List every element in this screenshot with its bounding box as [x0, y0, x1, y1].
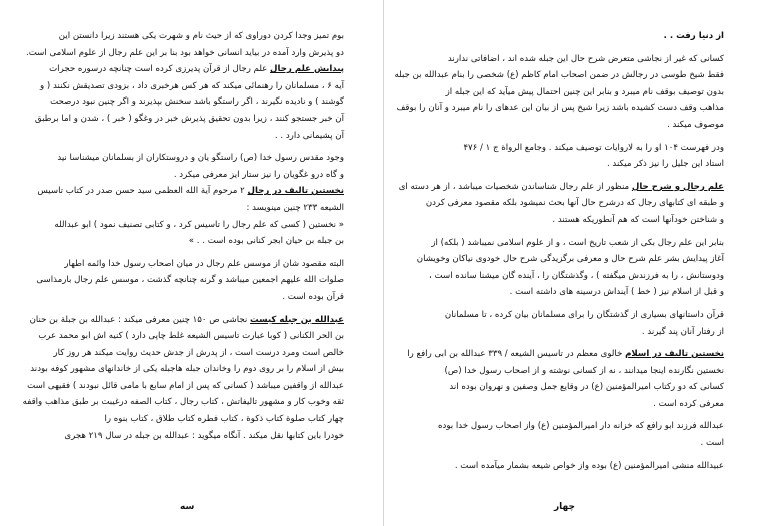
text-line [424, 195, 724, 212]
line-text: الشیعه ۲۳۳ چنین مینویسد : [246, 202, 344, 213]
line-text: عبدالله فرزند ابو رافع که خزانه دار امیرالمؤمنین (ع) واز اصحاب رسول خدا بوده [438, 421, 724, 432]
text-line [36, 183, 344, 200]
line-text: عبدالله از واقفین میباشد ( کسانی که پس از امام سابع با مامی قائل نبودند ) فقیهی است [27, 380, 344, 391]
line-text: معرفی کرده است . [653, 398, 724, 409]
line-text: مذاهب وقف دست کشیده باشد زیرا شیخ پس از بیان این عدهای را نام میبرد و آنان را بوقف [396, 103, 724, 114]
text-line [27, 378, 344, 395]
line-text: فقط شیخ طوسی در رجالش در ضمن اصحاب امام کاظم (ع) شخصی را بنام عبدالله بن جبله [394, 70, 724, 81]
line-text: استاد این جلیل را نیز ذکر میکند . [606, 159, 724, 170]
text-line [26, 45, 344, 62]
line-text: و گاه درو غگویان را نیز ستار ایز معرفی میکرد . [173, 169, 344, 180]
line-text: است . [700, 438, 724, 449]
text-line [36, 94, 344, 111]
line-text: ودر فهرست ۱۰۴ او را به لاروایات توصیف میکند . وجامع الرواة ج ۱ / ۴۷۶ [463, 142, 724, 153]
text-line [424, 28, 724, 45]
text-line [424, 418, 724, 435]
line-text: کسانی که دو رکتاب امیرالمؤمنین (ع) در وقایع جمل وصفین و نهروان بوده اند [449, 382, 724, 393]
text-line [424, 458, 724, 475]
line-text: بنابر این علم رجال بکی از شعب تاریخ است ، و از علوم اسلامی نمیباشد ( بلکه) از [431, 237, 724, 248]
line-text: آن پشیمانی دارد . . [274, 130, 344, 141]
text-line [36, 28, 344, 45]
text-line [424, 324, 724, 341]
text-line [424, 363, 724, 380]
text-line [36, 111, 344, 128]
text-line [36, 428, 344, 445]
line-text: آیه ۶ ، مسلمانان را رهنمائی میکند که هر کس هرخبری داد ، بزودی تصدیقش نکنند ( و [40, 80, 344, 91]
text-line [36, 411, 344, 428]
line-text: دو پذیرش وارد آمده در بیاید انسانی خواهد بود بنا بر این علم رجال از علوم اسلامی است. [26, 47, 344, 58]
text-line [36, 61, 344, 78]
text-line [36, 78, 344, 95]
line-text: خالص است ومرد درست است ، از پدرش از جدش حدیث روایت میکند هر روز کار [53, 347, 344, 358]
line-text: نخستین نگارنده اینجا میدانند ، نه از کسانی نوشته و از اصحاب رسول خدا (ص) [444, 365, 724, 376]
page-number-right: چهار [554, 502, 575, 512]
text-line [22, 394, 344, 411]
line-text: منظور از علم رجال شناساندن شخصیات میباشد ، از هر دسته ای [398, 181, 632, 192]
text-line [36, 217, 344, 234]
text-line [424, 379, 724, 396]
section-heading: علم رجال و شرح حال [631, 181, 724, 192]
line-text: خالوی معظم در تاسیس الشیعه / ۳۳۹ عبدالله بن ابی رافع را [407, 349, 626, 360]
text-line [424, 156, 724, 173]
page-number-left: سه [180, 502, 195, 512]
line-text: بوم تمیز وجدا کردن دوراوی که از حیث نام و شهرت یکی هستند زیرا دانستن این [58, 31, 344, 41]
text-line [36, 128, 344, 145]
line-text: نجاشی ص ۱۵۰ چنین معرفی میکند : عبدالله بن جبلة بن حنان [29, 314, 251, 325]
text-line [424, 284, 724, 301]
text-line [424, 235, 724, 252]
line-text: و قبل از اسلام نیز ( خط ) آینداش درسینه های داشته است . [509, 287, 724, 298]
line-text: خودرا باین کتابها نقل میکند . آنگاه میگوید : عبدالله بن جبله در سال ۲۱۹ هجری [64, 430, 344, 441]
line-text: ودوستانش ، را به فرزندش میگفته ) ، وگذشتگان را ، آینده گان میشنا سانده است ، [429, 270, 724, 281]
text-line [36, 256, 344, 273]
line-text: گوشند ) و نادیده نگیرند ، اگر راستگو باشد سخنش بپذیرند و اگر چنین نبود درصحت [50, 97, 344, 108]
section-heading: نخستین تالیف در اسلام [625, 349, 724, 360]
text-line [424, 435, 724, 452]
text-line [398, 179, 724, 196]
line-text: صلوات الله علیهم اجمعین میباشد و گرنه چنانچه گذشت ، موسس علم رجال بارمذاسی [36, 275, 344, 286]
text-line [407, 346, 724, 363]
line-text: علم رجال از قرآن پدیرزی کرده است چنانچه درسوره حجرات [49, 64, 271, 75]
text-line [36, 150, 344, 167]
line-text: وجود مقدس رسول خدا (ص) راستگو یان و دروستکاران از بسلمانان میشناسا نید [57, 153, 344, 164]
text-line [424, 117, 724, 134]
text-line [29, 312, 344, 329]
text-line [36, 272, 344, 289]
text-line [424, 396, 724, 413]
line-text: چهار کتاب صلوة کتاب ذکوة ، کتاب فطره کتاب طلاق ، کتاب بنوه را [104, 414, 344, 425]
right-page-text [394, 28, 724, 474]
line-text: کسانی که غیر از نجاشی متعرض شرح حال این جبله شده اند ، اضافاتی ندارند [447, 53, 724, 64]
section-heading: عبدالله بن جبله کیست [250, 314, 344, 325]
line-text: و شناختن خودآنها است که هم آنطوریکه هستند . [552, 214, 724, 225]
line-text: « نخستین ( کسی که علم رجال را تاسیس کرد ، و کتابی تصنیف نمود ) ابو عبدالله [54, 219, 344, 230]
right-page [384, 0, 768, 526]
line-text: ۲ مرحوم آیة الله العظمی سید حسن صدر در کتاب تاسیس [37, 186, 248, 197]
line-text: قرآن بوده است . [282, 291, 344, 302]
line-text: موصوف میکند . [667, 119, 724, 130]
text-line [30, 361, 344, 378]
text-line [424, 212, 724, 229]
section-heading: نخستین تالیف در رجال [247, 186, 344, 197]
text-line [416, 251, 724, 268]
line-text: بیش از اسلام را بر روی دوم را وخاندان جبله هاجبله یکی از خاندانهای مشهور کوفه بودند [30, 364, 344, 375]
text-line [396, 100, 724, 117]
left-page-text [22, 28, 344, 444]
line-text: از رفتار آنان پند گیرند . [641, 326, 724, 337]
text-line [36, 289, 344, 306]
line-text: قرآن داستانهای بسیاری از گذشتگان را برای مسلمانان بیان کرده ، تا مسلمانان [444, 309, 724, 320]
text-line [36, 328, 344, 345]
section-heading: پیدایش علم رجال [270, 64, 344, 75]
line-text: بن الحر الکنانی ( کوبا عبارت تاسیس الشیعه غلط چاپی دارد ) کنیه اش ابو محمد عرب [38, 331, 344, 342]
line-text: بن جبله بن حیان ابجر کنانی بوده است . . » [188, 236, 344, 247]
line-text: و طبقه ای کتابهای رجال که درشرح حال آنها بحث نمیشود بلکه مقصود معرفی کردن [425, 198, 724, 209]
line-text: آن خبر جستجو کنند ، زیرا بدون تحقیق پذیرش خبر در وغگو ( خبر ) ، شدن و اما برطبق [34, 113, 344, 124]
text-line [36, 233, 344, 250]
text-line [36, 200, 344, 217]
line-text: ثقه وخوب کار و مشهور تالیفاتش ، کتاب رجال ، کتاب الصفه درغیبت بر طبق مذاهب واقفه [22, 397, 344, 408]
text-line [424, 84, 724, 101]
text-line [424, 268, 724, 285]
text-line [36, 345, 344, 362]
line-text: از دنیا رفت . . [663, 31, 724, 41]
text-line [424, 307, 724, 324]
line-text: البته مقصود شان از موسس علم رجال در میان اصحاب رسول خدا وائمه اطهار [64, 258, 344, 269]
text-line [36, 167, 344, 184]
line-text: آغاز پیدایش بشر علم شرح حال و معرفی برگزیدگی شرح حال خودوی نیاکان وخویشان [416, 254, 724, 265]
line-text: بدون توصیف بوقف نام میبرد و بنابر این چنین احتمال پیش میآید که این جبله از [445, 86, 724, 97]
text-line [424, 51, 724, 68]
text-line [394, 67, 724, 84]
text-line [424, 140, 724, 157]
line-text: عبیدالله منشی امیرالمؤمنین (ع) بوده واز خواص شیعه بشمار میآمده است . [454, 460, 724, 471]
